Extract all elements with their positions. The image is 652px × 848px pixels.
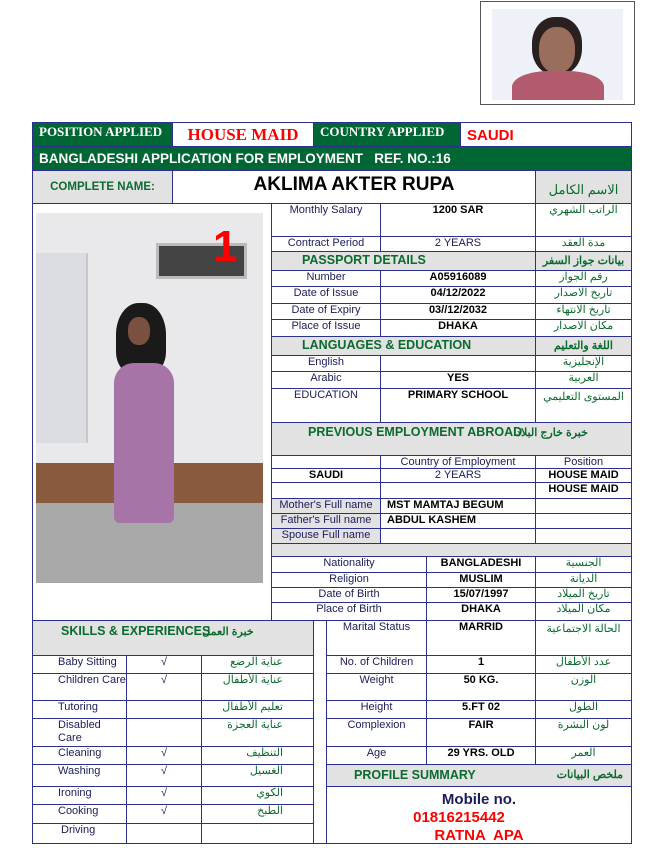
passport-row-value: 03//12/2032 bbox=[380, 303, 536, 320]
languages-section-title-ar: اللغة والتعليم bbox=[535, 336, 632, 356]
skill-label: Children Care bbox=[32, 673, 127, 701]
passport-row-value: 04/12/2022 bbox=[380, 286, 536, 304]
detail-label-ar: الطول bbox=[535, 700, 632, 719]
candidate-photo bbox=[32, 203, 272, 621]
employment-section-title: PREVIOUS EMPLOYMENT ABROAD bbox=[308, 425, 523, 439]
salary-value: 1200 SAR bbox=[380, 203, 536, 237]
country-applied-label: COUNTRY APPLIED bbox=[313, 122, 461, 147]
personal-label: Religion bbox=[271, 572, 427, 588]
country-applied-value: SAUDI bbox=[460, 122, 632, 147]
education-value: PRIMARY SCHOOL bbox=[380, 388, 536, 423]
language-label-ar: العربية bbox=[535, 371, 632, 389]
personal-value: BANGLADESHI bbox=[426, 556, 536, 573]
language-label: English bbox=[271, 355, 381, 372]
detail-label: Marital Status bbox=[326, 620, 427, 656]
detail-value: MARRID bbox=[426, 620, 536, 656]
skill-label-ar: تعليم الأطفال bbox=[201, 700, 314, 719]
education-label-ar: المستوى التعليمي bbox=[535, 388, 632, 423]
employment-header-blank bbox=[271, 455, 381, 469]
detail-label: Weight bbox=[326, 673, 427, 701]
personal-value: 15/07/1997 bbox=[426, 587, 536, 603]
position-applied-label: POSITION APPLIED bbox=[32, 122, 173, 147]
skill-label-ar: الطبخ bbox=[201, 804, 314, 824]
mobile-number: 01816215442 bbox=[413, 809, 505, 826]
skill-check bbox=[126, 718, 202, 747]
language-label-ar: الإنجليزية bbox=[535, 355, 632, 372]
form-title: BANGLADESHI APPLICATION FOR EMPLOYMENT REF. NO.:16 bbox=[32, 146, 632, 171]
employment-period: 2 YEARS bbox=[380, 468, 536, 483]
salary-label-ar: الراتب الشهري bbox=[535, 203, 632, 237]
contact-box bbox=[326, 786, 632, 844]
blank-cell bbox=[535, 528, 632, 544]
father-name-value: ABDUL KASHEM bbox=[380, 513, 536, 529]
contract-period-label-ar: مدة العقد bbox=[535, 236, 632, 252]
skill-label: Cooking bbox=[32, 804, 127, 824]
profile-summary-title: PROFILE SUMMARY bbox=[354, 768, 476, 782]
employment-period bbox=[380, 482, 536, 499]
employment-country bbox=[271, 482, 381, 499]
passport-row-label: Number bbox=[271, 270, 381, 287]
contract-period-value: 2 YEARS bbox=[380, 236, 536, 252]
detail-label-ar: العمر bbox=[535, 746, 632, 765]
skill-check bbox=[126, 700, 202, 719]
passport-row-label-ar: رقم الجواز bbox=[535, 270, 632, 287]
passport-section-title: PASSPORT DETAILS bbox=[271, 251, 536, 271]
spouse-name-value bbox=[380, 528, 536, 544]
language-value: YES bbox=[380, 371, 536, 389]
spouse-name-label: Spouse Full name bbox=[271, 528, 381, 544]
employment-col-position: Position bbox=[535, 455, 632, 469]
personal-value: MUSLIM bbox=[426, 572, 536, 588]
skill-check: √ bbox=[126, 804, 202, 824]
photo-number: 1 bbox=[213, 222, 238, 271]
employment-col-country: Country of Employment bbox=[380, 455, 536, 469]
blank-cell bbox=[535, 513, 632, 529]
mother-name-label: Mother's Full name bbox=[271, 498, 381, 514]
profile-summary-header bbox=[326, 764, 632, 787]
complete-name-label: COMPLETE NAME: bbox=[32, 170, 173, 204]
skill-check: √ bbox=[126, 673, 202, 701]
contract-period-label: Contract Period bbox=[271, 236, 381, 252]
language-label: Arabic bbox=[271, 371, 381, 389]
skill-check: √ bbox=[126, 786, 202, 805]
employment-position: HOUSE MAID bbox=[535, 482, 632, 499]
skill-check: √ bbox=[126, 764, 202, 787]
skill-check: √ bbox=[126, 655, 202, 674]
salary-label: Monthly Salary bbox=[271, 203, 381, 237]
personal-label-ar: الديانة bbox=[535, 572, 632, 588]
passport-row-label: Date of Issue bbox=[271, 286, 381, 304]
skill-label-ar: عناية الأطفال bbox=[201, 673, 314, 701]
spacer-column bbox=[313, 620, 327, 844]
skill-label-ar: التنظيف bbox=[201, 746, 314, 765]
passport-row-label-ar: تاريخ الاصدار bbox=[535, 286, 632, 304]
passport-row-label: Date of Expiry bbox=[271, 303, 381, 320]
education-label: EDUCATION bbox=[271, 388, 381, 423]
detail-value: 5.FT 02 bbox=[426, 700, 536, 719]
detail-value: FAIR bbox=[426, 718, 536, 747]
passport-row-value: A05916089 bbox=[380, 270, 536, 287]
personal-label: Date of Birth bbox=[271, 587, 427, 603]
personal-label-ar: مكان الميلاد bbox=[535, 602, 632, 621]
passport-row-label: Place of Issue bbox=[271, 319, 381, 337]
complete-name-value: AKLIMA AKTER RUPA bbox=[172, 170, 536, 204]
detail-label: Height bbox=[326, 700, 427, 719]
detail-label-ar: لون البشرة bbox=[535, 718, 632, 747]
skill-label: Baby Sitting bbox=[32, 655, 127, 674]
skill-check bbox=[126, 823, 202, 844]
passport-photo bbox=[480, 1, 635, 105]
employment-country: SAUDI bbox=[271, 468, 381, 483]
employment-position: HOUSE MAID bbox=[535, 468, 632, 483]
skill-label-ar: عناية العجزة bbox=[201, 718, 314, 747]
passport-row-label-ar: مكان الاصدار bbox=[535, 319, 632, 337]
father-name-label: Father's Full name bbox=[271, 513, 381, 529]
skill-label: Washing bbox=[32, 764, 127, 787]
skills-section-title-ar: خبرة العمل bbox=[202, 626, 254, 638]
skills-section-title: SKILLS & EXPERIENCES bbox=[61, 624, 211, 638]
detail-label: Complexion bbox=[326, 718, 427, 747]
skill-label: Disabled Care bbox=[32, 718, 127, 747]
skill-check: √ bbox=[126, 746, 202, 765]
personal-label-ar: الجنسية bbox=[535, 556, 632, 573]
skills-section-header bbox=[32, 620, 314, 656]
mother-name-value: MST MAMTAJ BEGUM bbox=[380, 498, 536, 514]
languages-section-title: LANGUAGES & EDUCATION bbox=[271, 336, 536, 356]
passport-row-label-ar: تاريخ الانتهاء bbox=[535, 303, 632, 320]
profile-summary-title-ar: ملخص البيانات bbox=[556, 769, 623, 781]
skill-label-ar: عناية الرضع bbox=[201, 655, 314, 674]
detail-label-ar: الوزن bbox=[535, 673, 632, 701]
mobile-label: Mobile no. bbox=[441, 791, 517, 808]
skill-label: Tutoring bbox=[32, 700, 127, 719]
skill-label-ar: الكوي bbox=[201, 786, 314, 805]
detail-value: 50 KG. bbox=[426, 673, 536, 701]
personal-label-ar: تاريخ الميلاد bbox=[535, 587, 632, 603]
skill-label-ar bbox=[201, 823, 314, 844]
position-applied-value: HOUSE MAID bbox=[172, 122, 314, 147]
complete-name-label-ar: الاسم الكامل bbox=[535, 170, 632, 204]
skill-label: Ironing bbox=[32, 786, 127, 805]
detail-value: 29 YRS. OLD bbox=[426, 746, 536, 765]
language-value bbox=[380, 355, 536, 372]
contact-name: RATNA APA bbox=[434, 827, 524, 844]
skill-label: Cleaning bbox=[32, 746, 127, 765]
blank-cell bbox=[535, 498, 632, 514]
employment-section-title-ar: خبرة خارج البلاد bbox=[516, 427, 588, 439]
employment-section-header bbox=[271, 422, 632, 456]
detail-label-ar: عدد الأطفال bbox=[535, 655, 632, 674]
skill-label: Driving bbox=[32, 823, 127, 844]
passport-row-value: DHAKA bbox=[380, 319, 536, 337]
personal-value: DHAKA bbox=[426, 602, 536, 621]
passport-section-title-ar: بيانات جواز السفر bbox=[535, 251, 632, 271]
detail-label: Age bbox=[326, 746, 427, 765]
detail-value: 1 bbox=[426, 655, 536, 674]
separator-row bbox=[271, 543, 632, 557]
detail-label-ar: الحالة الاجتماعية bbox=[535, 620, 632, 656]
skill-label-ar: الغسيل bbox=[201, 764, 314, 787]
personal-label: Place of Birth bbox=[271, 602, 427, 621]
personal-label: Nationality bbox=[271, 556, 427, 573]
detail-label: No. of Children bbox=[326, 655, 427, 674]
